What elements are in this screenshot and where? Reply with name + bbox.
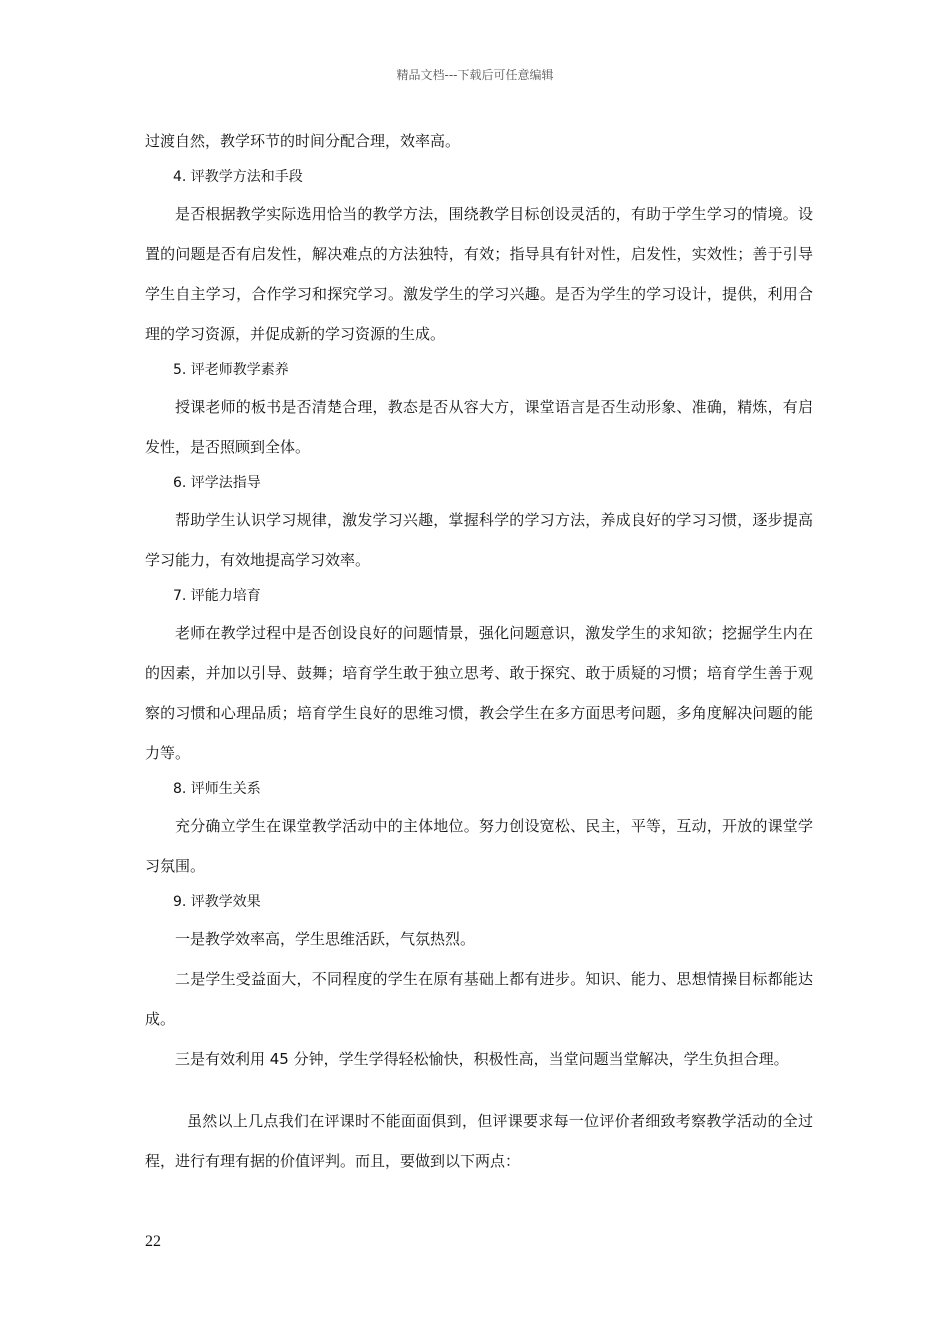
body-paragraph: 二是学生受益面大，不同程度的学生在原有基础上都有进步。知识、能力、思想情操目标都能达成。 <box>145 970 813 1028</box>
section-heading: 4. 评教学方法和手段 <box>173 169 303 185</box>
section-heading: 6. 评学法指导 <box>173 475 261 491</box>
body-paragraph: 虽然以上几点我们在评课时不能面面俱到，但评课要求每一位评价者细致考察教学活动的全过程，进行有理有据的价值评判。而且，要做到以下两点： <box>145 1112 813 1170</box>
body-paragraph: 过渡自然，教学环节的时间分配合理，效率高。 <box>145 132 461 150</box>
section-heading: 8. 评师生关系 <box>173 781 261 797</box>
page-number: 22 <box>145 1233 161 1250</box>
page-header: 精品文档---下载后可任意编辑 <box>396 68 554 82</box>
body-paragraph: 老师在教学过程中是否创设良好的问题情景，强化问题意识，激发学生的求知欲；挖掘学生内在的因素，并加以引导、鼓舞；培育学生敢于独立思考、敢于探究、敢于质疑的习惯；培育学生善于观察的习惯和心理品质；培育学生良好的思维习惯，教会学生在多方面思考问题，多角度解决问题的能力等。 <box>145 624 813 762</box>
body-paragraph: 三是有效利用 45 分钟，学生学得轻松愉快，积极性高，当堂问题当堂解决，学生负担合理。 <box>175 1050 789 1068</box>
body-paragraph: 一是教学效率高，学生思维活跃，气氛热烈。 <box>175 930 476 948</box>
document-body <box>145 121 813 1181</box>
body-paragraph: 充分确立学生在课堂教学活动中的主体地位。努力创设宽松、民主，平等，互动，开放的课堂学习氛围。 <box>145 817 813 875</box>
body-paragraph: 授课老师的板书是否清楚合理，教态是否从容大方，课堂语言是否生动形象、准确，精炼，有启发性，是否照顾到全体。 <box>145 398 813 456</box>
paragraph-gap <box>145 1079 813 1101</box>
section-heading: 5. 评老师教学素养 <box>173 362 289 378</box>
section-heading: 7. 评能力培育 <box>173 588 261 604</box>
body-paragraph: 帮助学生认识学习规律，激发学习兴趣，掌握科学的学习方法，养成良好的学习习惯，逐步提高学习能力，有效地提高学习效率。 <box>145 511 813 569</box>
section-heading: 9. 评教学效果 <box>173 894 261 910</box>
body-paragraph: 是否根据教学实际选用恰当的教学方法，围绕教学目标创设灵活的，有助于学生学习的情境。设置的问题是否有启发性，解决难点的方法独特，有效；指导具有针对性，启发性，实效性；善于引导学生自主学习，合作学习和探究学习。激发学生的学习兴趣。是否为学生的学习设计，提供，利用合理的学习资源，并促成新的学习资源的生成。 <box>145 205 813 343</box>
